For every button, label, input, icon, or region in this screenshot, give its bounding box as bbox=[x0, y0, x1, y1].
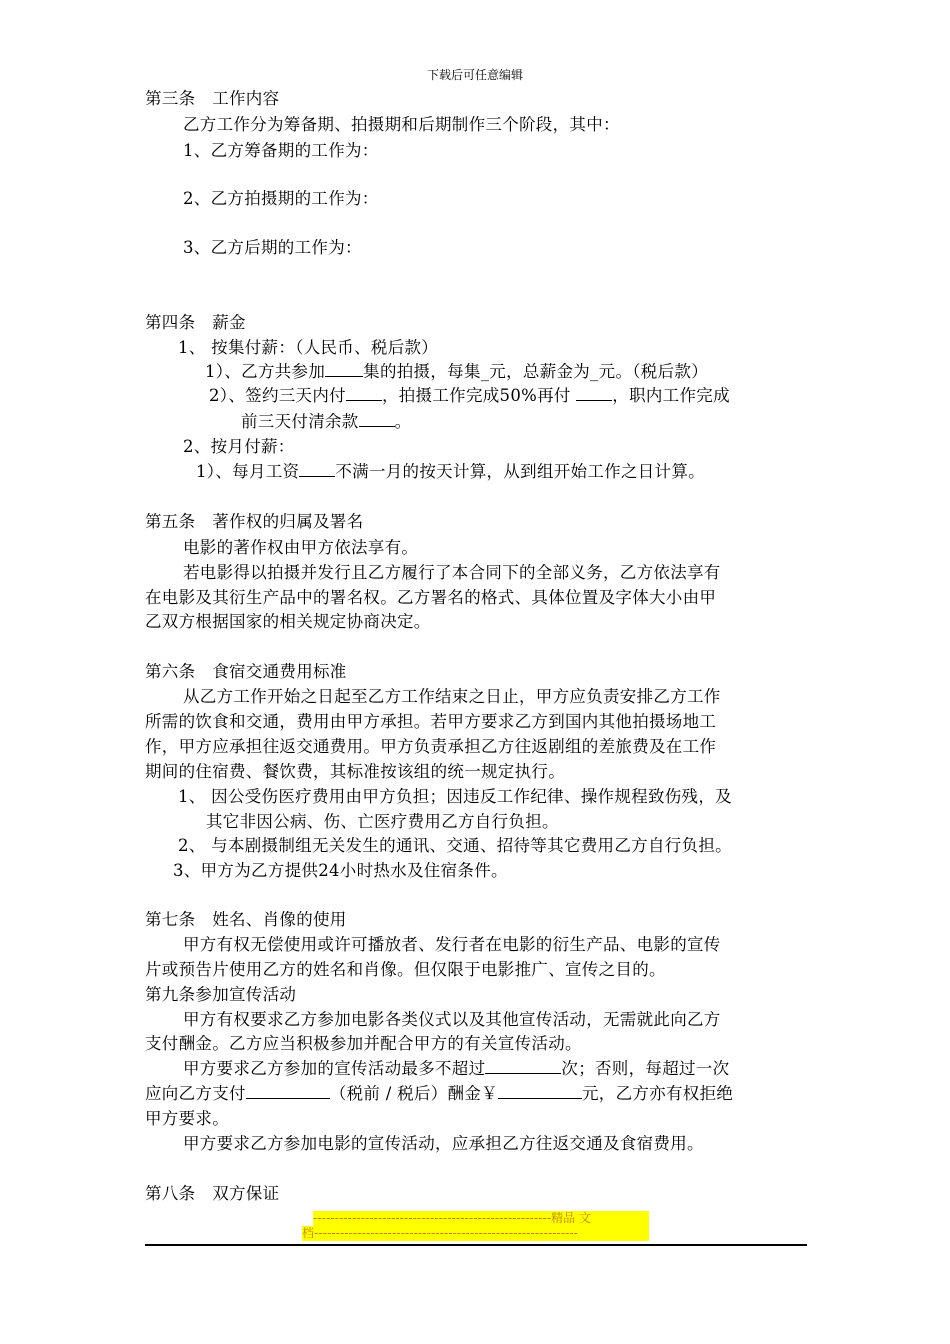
section-5-title: 第五条 著作权的归属及署名 bbox=[145, 512, 364, 531]
section-3-title: 第三条 工作内容 bbox=[145, 89, 280, 108]
section-3-item-2: 2、乙方拍摄期的工作为： bbox=[183, 189, 379, 208]
sign-payment-blank bbox=[346, 386, 382, 401]
section-6-para-line-1: 从乙方工作开始之日起至乙方工作结束之日止，甲方应负责安排乙方工作 bbox=[183, 687, 721, 706]
section-7-title: 第七条 姓名、肖像的使用 bbox=[145, 910, 347, 929]
section-4-item-a1: 1）、乙方共参加 集的拍摄，每集_元，总薪金为_元。（税后款） bbox=[205, 362, 709, 381]
section-4-title: 第四条 薪金 bbox=[145, 313, 246, 332]
amount-blank bbox=[498, 1084, 582, 1099]
section-9-para-2-line-3: 甲方要求。 bbox=[145, 1109, 229, 1128]
section-5-para-2-line-2: 在电影及其衍生产品中的署名权。乙方署名的格式、具体位置及字体大小由甲 bbox=[145, 588, 717, 607]
section-3-intro: 乙方工作分为筹备期、拍摄期和后期制作三个阶段，其中： bbox=[183, 115, 620, 134]
section-6-title: 第六条 食宿交通费用标准 bbox=[145, 662, 347, 681]
event-count-blank bbox=[485, 1059, 561, 1074]
section-9-para-1-line-1: 甲方有权要求乙方参加电影各类仪式以及其他宣传活动，无需就此向乙方 bbox=[183, 1010, 721, 1029]
payment-blank bbox=[246, 1084, 330, 1099]
monthly-salary-blank bbox=[299, 462, 335, 477]
section-6-item-3: 3、甲方为乙方提供24小时热水及住宿条件。 bbox=[173, 861, 508, 880]
section-6-item-1-line-1: 1、 因公受伤医疗费用由甲方负担；因违反工作纪律、操作规程致伤残，及 bbox=[178, 787, 732, 806]
section-9-para-2-line-1: 甲方要求乙方参加的宣传活动最多不超过 次；否则，每超过一次 bbox=[183, 1059, 730, 1078]
footer-watermark-line-1: -------------------------------------------------------精品 文 bbox=[313, 1211, 649, 1226]
section-9-title: 第九条参加宣传活动 bbox=[145, 985, 297, 1004]
section-9-para-2-line-2: 应向乙方支付 （税前 / 税后）酬金￥ 元，乙方亦有权拒绝 bbox=[145, 1084, 734, 1103]
mid-payment-blank bbox=[576, 386, 612, 401]
section-7-para-line-2: 片或预告片使用乙方的姓名和肖像。但仅限于电影推广、宣传之目的。 bbox=[145, 960, 666, 979]
section-4-item-b1: 1）、每月工资 不满一月的按天计算，从到组开始工作之日计算。 bbox=[196, 462, 705, 481]
section-5-para-1: 电影的著作权由甲方依法享有。 bbox=[183, 538, 419, 557]
section-9-para-3: 甲方要求乙方参加电影的宣传活动，应承担乙方往返交通及食宿费用。 bbox=[183, 1134, 704, 1153]
balance-payment-blank bbox=[359, 412, 395, 427]
section-4-item-a2: 2）、签约三天内付 ，拍摄工作完成50%再付 ，职内工作完成 bbox=[209, 386, 730, 405]
section-5-para-2-line-3: 乙双方根据国家的相关规定协商决定。 bbox=[145, 612, 431, 631]
section-9-para-1-line-2: 支付酬金。乙方应当积极参加并配合甲方的有关宣传活动。 bbox=[145, 1034, 582, 1053]
section-3-item-1: 1、乙方筹备期的工作为： bbox=[183, 141, 379, 160]
section-6-para-line-3: 作，甲方应承担往返交通费用。甲方负责承担乙方往返剧组的差旅费及在工作 bbox=[145, 737, 717, 756]
section-6-item-2: 2、 与本剧摄制组无关发生的通讯、交通、招待等其它费用乙方自行负担。 bbox=[178, 836, 732, 855]
header-note: 下载后可任意编辑 bbox=[426, 68, 523, 82]
episode-count-blank bbox=[325, 362, 363, 377]
section-6-para-line-4: 期间的住宿费、餐饮费，其标准按该组的统一规定执行。 bbox=[145, 762, 565, 781]
footer-watermark-line-2: 档------------------------------------------------------------- bbox=[302, 1226, 649, 1241]
section-5-para-2-line-1: 若电影得以拍摄并发行且乙方履行了本合同下的全部义务，乙方依法享有 bbox=[183, 563, 721, 582]
section-4-item-b: 2、按月付薪： bbox=[183, 437, 295, 456]
section-8-title: 第八条 双方保证 bbox=[145, 1184, 280, 1203]
section-4-item-a2-cont: 前三天付清余款 。 bbox=[241, 412, 412, 431]
footer-rule bbox=[145, 1244, 807, 1246]
section-3-item-3: 3、乙方后期的工作为： bbox=[183, 238, 362, 257]
section-6-item-1-line-2: 其它非因公病、伤、亡医疗费用乙方自行负担。 bbox=[206, 812, 559, 831]
section-6-para-line-2: 所需的饮食和交通，费用由甲方承担。若甲方要求乙方到国内其他拍摄场地工 bbox=[145, 712, 717, 731]
section-7-para-line-1: 甲方有权无偿使用或许可播放者、发行者在电影的衍生产品、电影的宣传 bbox=[183, 935, 721, 954]
section-4-item-a: 1、 按集付薪：（人民币、税后款） bbox=[178, 338, 439, 357]
